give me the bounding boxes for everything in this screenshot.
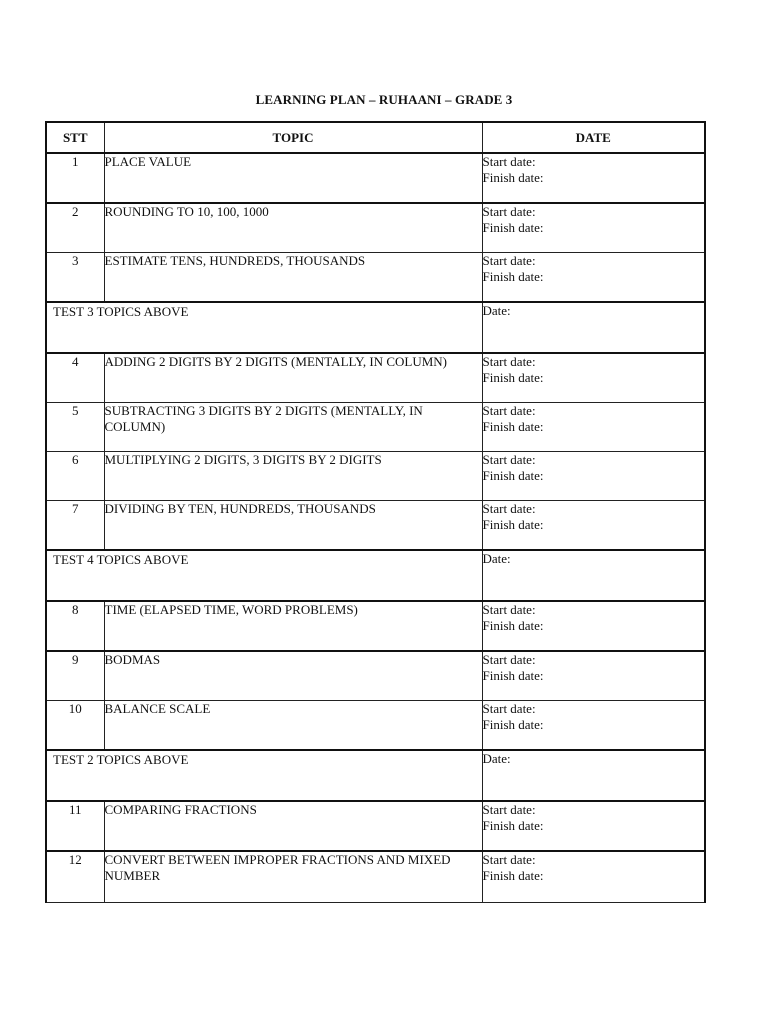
test-date-cell [482,302,705,353]
date-cell [482,601,705,651]
row-number: 2 [46,203,104,253]
date-cell [482,701,705,751]
row-number: 11 [46,801,104,851]
document-title: LEARNING PLAN – RUHAANI – GRADE 3 [255,92,513,107]
topic-cell: COMPARING FRACTIONS [104,801,482,851]
start-date-label: Start date: [482,253,536,268]
test-row [46,550,705,601]
table-body [46,153,705,903]
row-number: 5 [46,403,104,452]
finish-date-label: Finish date: [482,717,544,732]
test-date-cell [482,750,705,801]
finish-date-label: Finish date: [482,517,544,532]
finish-date-label: Finish date: [482,370,544,385]
topic-row [46,253,705,303]
row-number: 6 [46,452,104,501]
test-label: TEST 4 TOPICS ABOVE [46,550,482,601]
date-cell [482,801,705,851]
topic-cell: TIME (ELAPSED TIME, WORD PROBLEMS) [104,601,482,651]
row-number: 7 [46,501,104,551]
date-cell [482,203,705,253]
start-date-label: Start date: [482,501,536,516]
start-date-label: Start date: [482,204,536,219]
test-row [46,302,705,353]
start-date-label: Start date: [482,354,536,369]
date-cell [482,651,705,701]
row-number: 12 [46,851,104,903]
topic-cell: ESTIMATE TENS, HUNDREDS, THOUSANDS [104,253,482,303]
finish-date-label: Finish date: [482,868,544,883]
date-cell [482,851,705,903]
topic-cell: DIVIDING BY TEN, HUNDREDS, THOUSANDS [104,501,482,551]
finish-date-label: Finish date: [482,419,544,434]
topic-row [46,403,705,452]
date-cell [482,501,705,551]
topic-cell: MULTIPLYING 2 DIGITS, 3 DIGITS BY 2 DIGITS [104,452,482,501]
date-cell [482,353,705,403]
finish-date-label: Finish date: [482,269,544,284]
date-cell [482,452,705,501]
finish-date-label: Finish date: [482,818,544,833]
start-date-label: Start date: [482,154,536,169]
topic-cell: ADDING 2 DIGITS BY 2 DIGITS (MENTALLY, IN COLUMN) [104,353,482,403]
row-number: 10 [46,701,104,751]
test-row [46,750,705,801]
start-date-label: Start date: [482,802,536,817]
topic-cell: BODMAS [104,651,482,701]
finish-date-label: Finish date: [482,618,544,633]
test-label: TEST 3 TOPICS ABOVE [46,302,482,353]
row-number: 3 [46,253,104,303]
finish-date-label: Finish date: [482,668,544,683]
start-date-label: Start date: [482,452,536,467]
stt-header: STT [46,122,104,153]
topic-row [46,452,705,501]
topic-cell: ROUNDING TO 10, 100, 1000 [104,203,482,253]
date-header: DATE [482,122,705,153]
test-date-cell [482,550,705,601]
topic-row [46,601,705,651]
date-cell [482,253,705,303]
row-number: 9 [46,651,104,701]
topic-row [46,851,705,903]
row-number: 8 [46,601,104,651]
test-label: TEST 2 TOPICS ABOVE [46,750,482,801]
topic-row [46,801,705,851]
topic-cell: CONVERT BETWEEN IMPROPER FRACTIONS AND MIXED NUMBER [104,851,482,903]
date-cell [482,403,705,452]
date-label: Date: [482,751,511,766]
finish-date-label: Finish date: [482,170,544,185]
topic-row [46,501,705,551]
topic-cell: BALANCE SCALE [104,701,482,751]
finish-date-label: Finish date: [482,220,544,235]
start-date-label: Start date: [482,852,536,867]
start-date-label: Start date: [482,652,536,667]
start-date-label: Start date: [482,701,536,716]
date-label: Date: [482,551,511,566]
topic-row [46,353,705,403]
date-cell [482,153,705,203]
row-number: 1 [46,153,104,203]
topic-row [46,701,705,751]
start-date-label: Start date: [482,602,536,617]
topic-row [46,153,705,203]
row-number: 4 [46,353,104,403]
topic-header: TOPIC [104,122,482,153]
finish-date-label: Finish date: [482,468,544,483]
topic-cell: PLACE VALUE [104,153,482,203]
start-date-label: Start date: [482,403,536,418]
topic-cell: SUBTRACTING 3 DIGITS BY 2 DIGITS (MENTALLY, IN COLUMN) [104,403,482,452]
topic-row [46,203,705,253]
table-header-row [46,122,705,153]
date-label: Date: [482,303,511,318]
topic-row [46,651,705,701]
learning-plan-table [45,121,706,903]
